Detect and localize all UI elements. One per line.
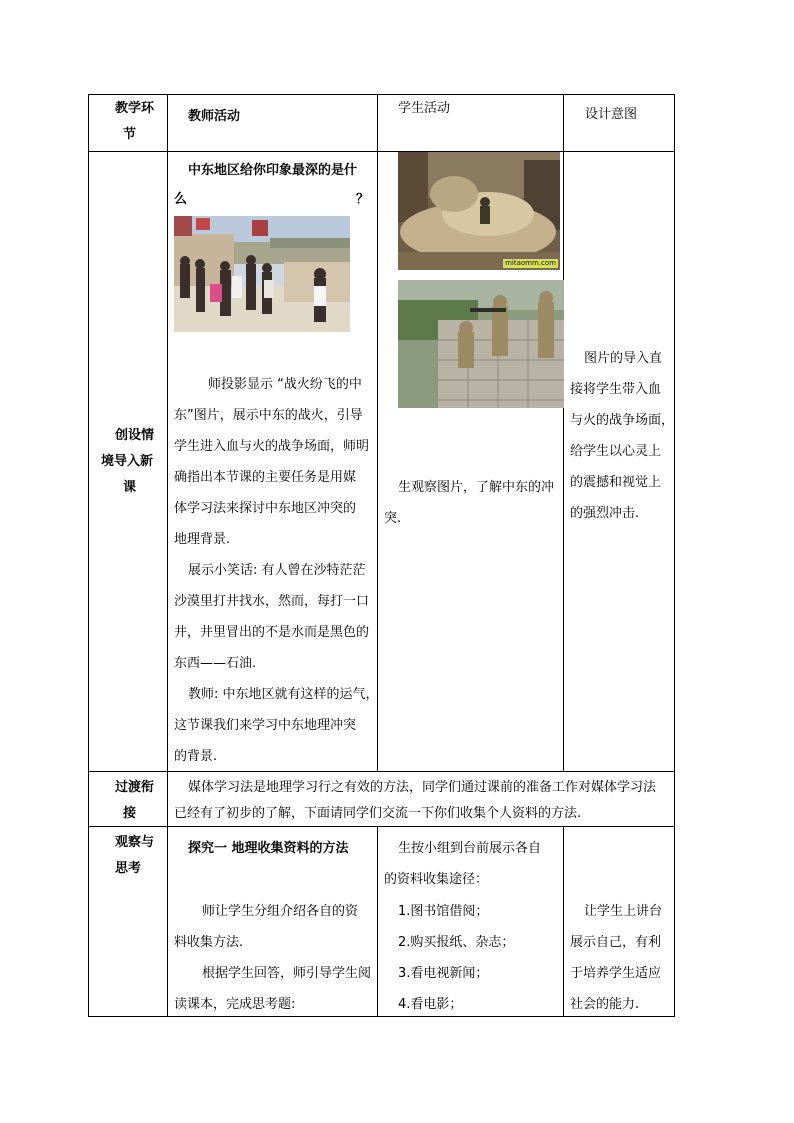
stage-transition-1: 过渡衔 xyxy=(115,780,155,795)
design-text-2: 接将学生带入血 xyxy=(570,382,662,397)
teacher-text-3: 学生进入血与火的战争场面，师明 xyxy=(174,439,370,454)
teacher-text-5: 体学习法来探讨中东地区冲突的 xyxy=(174,501,357,516)
row-explore xyxy=(89,827,675,1017)
explore-teacher-1: 师让学生分组介绍各自的资 xyxy=(202,904,359,919)
teacher-text-10: 东西——石油. xyxy=(174,656,257,671)
explore-design-4: 社会的能力. xyxy=(570,997,640,1012)
explore-design-3: 于培养学生适应 xyxy=(570,966,662,981)
explore-title: 探究一 地理收集资料的方法 xyxy=(188,841,349,856)
header-stage-2: 节 xyxy=(123,127,137,142)
teacher-text-9: 井，井里冒出的不是水而是黑色的 xyxy=(174,625,370,640)
header-teacher: 教师活动 xyxy=(188,109,241,124)
teacher-text-2: 东”图片，展示中东的战火，引导 xyxy=(174,408,363,423)
teacher-question-2: 么 xyxy=(174,192,188,207)
stage-intro-2: 境导入新 xyxy=(101,454,154,469)
transition-text-2: 已经有了初步的了解，下面请同学们交流一下你们收集个人资料的方法. xyxy=(174,806,582,821)
design-text-5: 的震撼和视觉上 xyxy=(570,475,662,490)
battlefield-photo-1 xyxy=(398,152,560,270)
lesson-plan-table xyxy=(88,94,675,1017)
explore-design-2: 展示自己，有利 xyxy=(570,935,662,950)
header-student: 学生活动 xyxy=(398,101,451,116)
explore-teacher-4: 读课本，完成思考题: xyxy=(174,997,296,1012)
battlefield-photo-2 xyxy=(398,280,564,408)
teacher-text-8: 沙漠里打井找水，然而，每打一口 xyxy=(174,594,370,609)
explore-student-5: 3.看电视新闻； xyxy=(398,966,489,981)
header-stage-1: 教学环 xyxy=(115,101,155,116)
teacher-text-1: 师投影显示 “战火纷飞的中 xyxy=(208,377,362,392)
teacher-text-6: 地理背景. xyxy=(174,532,231,547)
explore-student-1: 生按小组到台前展示各自 xyxy=(398,841,542,856)
teacher-question-3: ？ xyxy=(356,192,370,207)
explore-design-1: 让学生上讲台 xyxy=(584,904,663,919)
teacher-text-12: 这节课我们来学习中东地理冲突 xyxy=(174,718,357,733)
teacher-text-13: 的背景. xyxy=(174,749,218,764)
design-text-1: 图片的导入直 xyxy=(584,351,663,366)
transition-text-1: 媒体学习法是地理学习行之有效的方法，同学们通过课前的准备工作对媒体学习法 xyxy=(188,780,657,795)
teacher-text-11: 教师: 中东地区就有这样的运气， xyxy=(188,687,379,702)
design-text-6: 的强烈冲击. xyxy=(570,506,640,521)
explore-teacher-2: 料收集方法. xyxy=(174,935,244,950)
explore-student-4: 2.购买报纸、杂志； xyxy=(398,935,515,950)
design-text-3: 与火的战争场面， xyxy=(570,413,675,428)
teacher-text-7: 展示小笑话: 有人曾在沙特茫茫 xyxy=(188,563,366,578)
header-row xyxy=(89,95,675,152)
row-intro xyxy=(89,152,675,772)
explore-student-3: 1.图书馆借阅； xyxy=(398,904,489,919)
header-design: 设计意图 xyxy=(585,107,638,122)
photo-watermark: mitaomm.com xyxy=(505,259,556,267)
explore-student-2: 的资料收集途径： xyxy=(384,872,489,887)
student-text-1: 生观察图片，了解中东的冲 xyxy=(398,480,555,495)
explore-student-6: 4.看电影； xyxy=(398,997,463,1012)
stage-explore-1: 观察与 xyxy=(115,835,155,850)
stage-explore-2: 思考 xyxy=(115,861,142,876)
stage-intro-3: 课 xyxy=(123,480,137,495)
teacher-question-1: 中东地区给你印象最深的是什 xyxy=(188,163,358,178)
stage-transition-2: 接 xyxy=(123,806,137,821)
stage-intro-1: 创设情 xyxy=(115,428,155,443)
teacher-text-4: 确指出本节课的主要任务是用媒 xyxy=(174,470,357,485)
design-text-4: 给学生以心灵上 xyxy=(570,444,662,459)
row-transition xyxy=(89,772,675,827)
explore-teacher-3: 根据学生回答，师引导学生阅 xyxy=(202,966,372,981)
jerusalem-tourists-photo xyxy=(174,216,350,332)
student-text-2: 突. xyxy=(384,511,402,526)
